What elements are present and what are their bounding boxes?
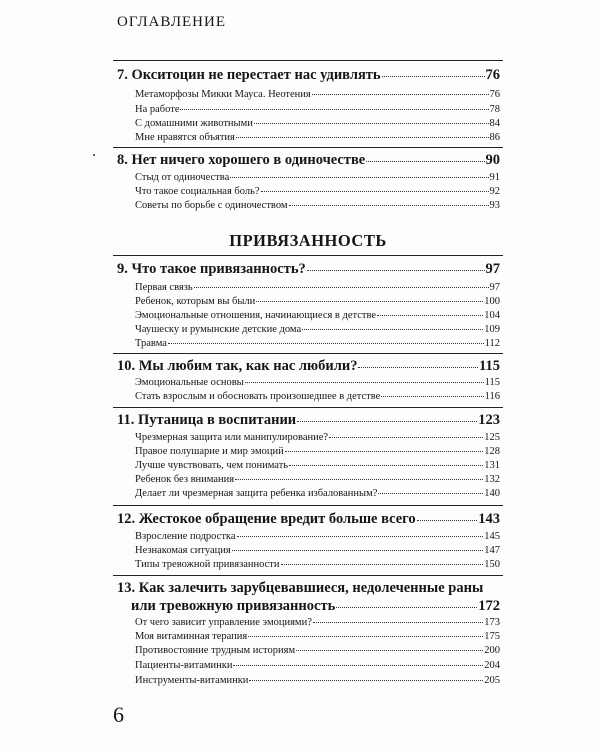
toc-item[interactable]	[135, 186, 500, 197]
dot-leader	[236, 137, 489, 138]
chapter-page: 172	[478, 598, 500, 614]
toc-item[interactable]	[135, 132, 500, 143]
dot-leader	[281, 564, 484, 565]
dot-leader	[313, 622, 483, 623]
dot-leader	[381, 396, 483, 397]
chapter-page: 115	[479, 358, 500, 374]
item-page: 204	[484, 660, 500, 671]
item-title: Советы по борьбе с одиночеством	[135, 200, 288, 211]
item-title: С домашними животными	[135, 118, 253, 129]
item-page: 112	[484, 338, 500, 349]
chapter-title: или тревожную привязанность	[131, 598, 336, 614]
toc-item[interactable]	[135, 172, 500, 183]
running-header: ОГЛАВЛЕНИЕ	[117, 14, 226, 30]
toc-item[interactable]	[135, 282, 500, 293]
item-page: 125	[484, 432, 500, 443]
item-title: Пациенты-витаминки	[135, 660, 233, 671]
dot-leader	[230, 177, 488, 178]
chapter-title: 10. Мы любим так, как нас любили?	[117, 358, 358, 374]
dot-leader	[168, 343, 484, 344]
dot-leader	[358, 367, 478, 368]
item-page: 76	[489, 89, 500, 100]
item-title: Моя витаминная терапия	[135, 631, 248, 642]
dot-leader	[297, 421, 477, 422]
item-page: 93	[489, 200, 500, 211]
toc-item[interactable]	[135, 660, 500, 671]
item-page: 145	[484, 531, 500, 542]
chapter-13-entry[interactable]	[131, 598, 500, 615]
dot-leader	[329, 437, 483, 438]
dot-leader	[245, 382, 484, 383]
toc-item[interactable]	[135, 488, 500, 499]
item-page: 205	[484, 675, 500, 686]
item-page: 97	[489, 282, 500, 293]
item-page: 173	[484, 617, 500, 628]
dot-leader	[233, 665, 483, 666]
item-page: 131	[484, 460, 500, 471]
chapter-rule	[113, 60, 503, 61]
item-title: Первая связь	[135, 282, 193, 293]
item-page: 147	[484, 545, 500, 556]
item-title: Правое полушарие и мир эмоций	[135, 446, 284, 457]
item-page: 116	[484, 391, 500, 402]
toc-item[interactable]	[135, 118, 500, 129]
item-title: Незнакомая ситуация	[135, 545, 231, 556]
item-title: Стать взрослым и обосновать произошедшее в детстве	[135, 391, 381, 402]
item-page: 86	[489, 132, 500, 143]
item-page: 175	[484, 631, 500, 642]
dot-leader	[248, 636, 483, 637]
item-title: Чаушеску и румынские детские дома	[135, 324, 302, 335]
dot-leader	[366, 161, 484, 162]
chapter-10-entry[interactable]	[117, 358, 500, 375]
item-title: От чего зависит управление эмоциями?	[135, 617, 312, 628]
chapter-page: 76	[485, 67, 500, 83]
item-page: 132	[484, 474, 500, 485]
item-title: Травма	[135, 338, 167, 349]
chapter-rule	[113, 575, 503, 576]
dot-leader	[289, 465, 483, 466]
item-title: Эмоциональные основы	[135, 377, 244, 388]
item-title: Ребенок, которым вы были	[135, 296, 256, 307]
dot-leader	[312, 94, 489, 95]
item-page: 115	[484, 377, 500, 388]
item-page: 92	[489, 186, 500, 197]
dot-leader	[378, 493, 483, 494]
dot-leader	[296, 650, 483, 651]
item-title: Стыд от одиночества	[135, 172, 230, 183]
page-number: 6	[113, 702, 124, 727]
item-title: Чрезмерная защита или манипулирование?	[135, 432, 329, 443]
toc-item[interactable]	[135, 460, 500, 471]
dot-leader	[249, 680, 483, 681]
toc-item[interactable]	[135, 432, 500, 443]
chapter-8-entry[interactable]	[117, 152, 500, 169]
toc-item[interactable]	[135, 338, 500, 349]
dot-leader	[194, 287, 489, 288]
item-title: Делает ли чрезмерная защита ребенка избалованным?	[135, 488, 378, 499]
toc-item[interactable]	[135, 446, 500, 457]
chapter-rule	[113, 505, 503, 506]
toc-item[interactable]	[135, 310, 500, 321]
item-title: Типы тревожной привязанности	[135, 559, 280, 570]
item-page: 91	[489, 172, 500, 183]
toc-item[interactable]	[135, 631, 500, 642]
item-title: Взросление подростка	[135, 531, 236, 542]
item-title: Противостояние трудным историям	[135, 645, 296, 656]
item-title: На работе	[135, 104, 180, 115]
item-title: Мне нравятся объятия	[135, 132, 235, 143]
toc-item[interactable]	[135, 324, 500, 335]
toc-item[interactable]	[135, 296, 500, 307]
chapter-11-entry[interactable]	[117, 412, 500, 429]
chapter-9-entry[interactable]	[117, 261, 500, 278]
item-page: 100	[484, 296, 500, 307]
dot-leader	[232, 550, 484, 551]
dot-leader	[256, 301, 483, 302]
dot-leader	[336, 607, 477, 608]
dot-leader	[307, 270, 485, 271]
item-title: Эмоциональные отношения, начинающиеся в детстве	[135, 310, 377, 321]
section-title: ПРИВЯЗАННОСТЬ	[229, 231, 387, 250]
chapter-title: 12. Жестокое обращение вредит больше всего	[117, 511, 416, 527]
chapter-13-title-line1[interactable]: 13. Как залечить зарубцевавшиеся, недолеченные раны	[117, 580, 484, 596]
item-title: Метаморфозы Микки Мауса. Неотения	[135, 89, 311, 100]
chapter-title: 11. Путаница в воспитании	[117, 412, 297, 428]
item-title: Лучше чувствовать, чем понимать	[135, 460, 289, 471]
dot-leader	[417, 520, 478, 521]
dot-leader	[285, 451, 484, 452]
item-page: 84	[489, 118, 500, 129]
chapter-page: 90	[485, 152, 500, 168]
chapter-title: 8. Нет ничего хорошего в одиночестве	[117, 152, 366, 168]
chapter-rule	[113, 353, 503, 354]
chapter-title: 7. Окситоцин не перестает нас удивлять	[117, 67, 381, 83]
dot-leader	[237, 536, 484, 537]
toc-item[interactable]	[135, 645, 500, 656]
chapter-title: 9. Что такое привязанность?	[117, 261, 306, 277]
dot-leader	[289, 205, 489, 206]
stray-mark	[93, 154, 95, 156]
toc-item[interactable]	[135, 545, 500, 556]
dot-leader	[235, 479, 483, 480]
chapter-page: 143	[478, 511, 500, 527]
item-page: 109	[484, 324, 500, 335]
item-page: 200	[484, 645, 500, 656]
toc-item[interactable]	[135, 617, 500, 628]
item-title: Инструменты-витаминки	[135, 675, 249, 686]
toc-item[interactable]	[135, 531, 500, 542]
toc-item[interactable]	[135, 675, 500, 686]
item-page: 140	[484, 488, 500, 499]
dot-leader	[382, 76, 485, 77]
item-page: 150	[484, 559, 500, 570]
toc-item[interactable]	[135, 474, 500, 485]
dot-leader	[302, 329, 483, 330]
toc-item[interactable]	[135, 559, 500, 570]
dot-leader	[377, 315, 483, 316]
dot-leader	[261, 191, 489, 192]
chapter-12-entry[interactable]	[117, 511, 500, 528]
item-page: 104	[484, 310, 500, 321]
chapter-page: 123	[478, 412, 500, 428]
toc-item[interactable]	[135, 200, 500, 211]
item-title: Ребенок без внимания	[135, 474, 235, 485]
dot-leader	[254, 123, 489, 124]
chapter-page: 97	[485, 261, 500, 277]
toc-item[interactable]	[135, 377, 500, 388]
toc-item[interactable]	[135, 104, 500, 115]
item-page: 128	[484, 446, 500, 457]
item-page: 78	[489, 104, 500, 115]
chapter-7-entry[interactable]	[117, 67, 500, 84]
toc-item[interactable]	[135, 391, 500, 402]
chapter-rule	[113, 407, 503, 408]
item-title: Что такое социальная боль?	[135, 186, 260, 197]
dot-leader	[180, 109, 488, 110]
toc-item[interactable]	[135, 89, 500, 100]
chapter-rule	[113, 255, 503, 256]
chapter-rule	[113, 147, 503, 148]
